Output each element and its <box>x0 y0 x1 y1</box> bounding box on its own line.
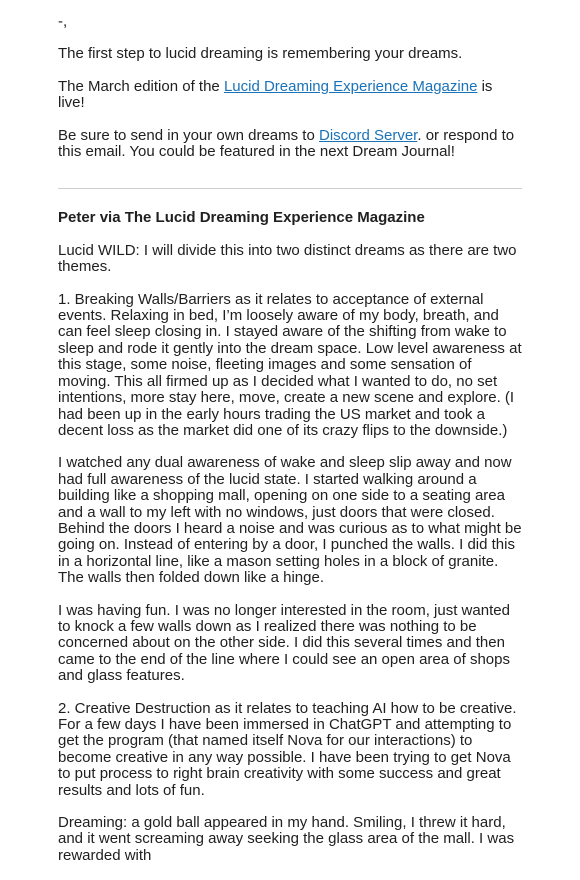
article-paragraph: I watched any dual awareness of wake and sleep slip away and now had full awareness of the lucid state. I started walking around a building like a shopping mall, opening on one side to a seating area and a wall to my left with no windows, just doors that were closed. Behind the doors I heard a noise and was curious as to what might be going on. Instead of entering by a door, I punched the walls. I did this in a horizontal line, like a mason setting holes in a block of granite. The walls then folded down like a hinge. <box>58 454 522 587</box>
section-divider <box>58 188 522 189</box>
article-paragraph: 2. Creative Destruction as it relates to teaching AI how to be creative. For a few days I have been immersed in ChatGPT and attempting to get the program (that named itself Nova for our interactions) to become creative in any way possible. I have been trying to get Nova to put process to right brain creativity with some success and great results and lots of fun. <box>58 699 517 799</box>
article-byline: Peter via The Lucid Dreaming Experience Magazine <box>58 209 425 227</box>
article-paragraph: 1. Breaking Walls/Barriers as it relates to acceptance of external events. Relaxing in bed, I’m loosely aware of my body, breath, and can feel sleep closing in. I stayed aware of the shifting from wake to sleep and rode it gently into the dream space. Low level awareness at this stage, some noise, fleeting images and some sensation of moving. This all firmed up as I decided what I wanted to do, no set intentions, more stay here, move, create a new scene and explore. (I had been up in the early hours trading the US market and took a decent loss as the market did one of its crazy flips to the downside.) <box>58 290 522 439</box>
magazine-link[interactable]: Lucid Dreaming Experience Magazine <box>223 77 478 95</box>
magazine-line-suffix: is live! <box>58 77 493 112</box>
article-paragraph: Lucid WILD: I will divide this into two distinct dreams as there are two themes. <box>58 241 517 276</box>
article-paragraph: Dreaming: a gold ball appeared in my hand. Smiling, I threw it hard, and it went screaming away seeking the glass area of the mall. I was rewarded with <box>58 814 515 864</box>
intro-fragment: -, <box>58 13 68 30</box>
intro-line-dream-recall: The first step to lucid dreaming is remembering your dreams. <box>58 45 463 63</box>
magazine-line-prefix: The March edition of the <box>58 77 224 95</box>
article-paragraph: I was having fun. I was no longer interested in the room, just wanted to knock a few walls down as I realized there was nothing to be concerned about on the other side. I did this several times and then came to the end of the line where I could see an open area of shops and glass features. <box>58 601 510 685</box>
discord-server-link[interactable]: Discord Server <box>318 126 418 144</box>
discord-line-prefix: Be sure to send in your own dreams to <box>58 126 319 144</box>
discord-line-suffix: . or respond to this email. You could be featured in the next Dream Journal! <box>58 126 515 161</box>
intro-line-discord <box>58 128 522 161</box>
email-body <box>58 14 522 880</box>
intro-line-magazine <box>58 79 522 112</box>
